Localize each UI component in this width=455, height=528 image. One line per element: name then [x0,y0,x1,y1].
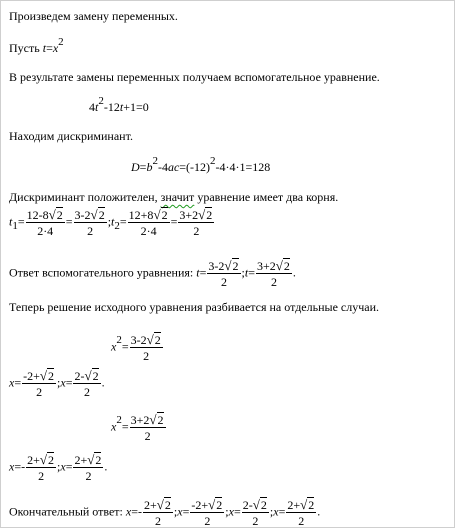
radicand: 2 [95,453,102,467]
denominator: 2 [36,385,43,399]
radicand: 2 [308,498,315,512]
denominator: 2·4 [37,224,54,238]
number: 2 [287,498,294,512]
number: 2 [74,369,81,383]
radicand: 2 [283,259,290,273]
sqrt-sign: √ [275,258,283,273]
operator: - [248,498,253,512]
term: -4 [157,160,168,174]
auxiliary-sentence: В результате замены переменных получаем вспомогательное уравнение. [9,70,380,84]
fraction [26,453,56,482]
fraction [22,369,56,398]
denominator: 2 [87,224,94,238]
var-x: x [177,504,183,519]
discriminant-sentence: Находим дискриминант. [9,129,133,143]
coef: 4 [89,100,95,114]
separator: ; [57,375,61,390]
answer-label: Ответ вспомогательного уравнения: [9,265,194,280]
roots-t [9,208,215,237]
denominator: 2 [84,385,91,399]
fraction [128,208,170,237]
var-t: t [196,265,200,280]
radicand: 2 [206,208,213,222]
number: 3 [208,259,215,273]
var-t: t [9,214,13,229]
equals-sign: = [248,265,255,280]
equals-sign: = [233,504,241,519]
exponent: 2 [98,95,104,107]
denominator: 2 [193,224,200,238]
subscript: 2 [114,220,120,233]
operator: + [293,498,301,512]
equals-sign: = [182,504,190,519]
equals-sign: = [17,214,25,229]
sqrt-sign: √ [87,452,95,467]
separator: ; [225,504,229,519]
number: +2 [185,208,199,222]
number: 12 [26,208,39,222]
number: 2 [27,453,34,467]
sqrt-sign: √ [208,497,216,512]
sqrt-sign: √ [84,368,92,383]
period: . [104,459,108,474]
let-word: Пусть [9,41,40,55]
intro-sentence: Произведем замену переменных. [9,9,178,23]
number: 3 [74,208,81,222]
radicand: 2 [260,498,267,512]
equals-sign: = [119,214,127,229]
period: . [292,265,296,280]
denominator: 2 [270,275,277,289]
sqrt-sign: √ [153,207,161,222]
auxiliary-intro [9,71,380,83]
sqrt-sign: √ [48,207,56,222]
number: -2 [214,259,225,273]
fraction [130,333,163,362]
var-x: x [9,459,15,474]
number: -8 [38,208,49,222]
var-x: x [60,375,66,390]
operator: + [201,498,209,512]
radicand: 2 [48,369,55,383]
final-answer [9,498,320,527]
denominator: 2 [298,514,305,528]
period: . [317,504,321,519]
radicand: 2 [164,498,171,512]
fraction [242,498,269,527]
radicand: 2 [232,259,239,273]
case-1-roots [9,369,105,398]
fraction [207,259,240,288]
sqrt-sign: √ [149,412,157,427]
equals-sign: = [14,459,22,474]
var-ac: ac [167,160,180,174]
radicand: 2 [154,333,161,347]
denominator: 2·4 [140,224,157,238]
case-2-equation [111,413,167,442]
term: =(-12) [179,160,211,174]
equals-sign: = [131,504,138,519]
case-1-equation [111,333,164,362]
denominator: 2 [220,275,227,289]
equals-sign: = [65,375,73,390]
auxiliary-answer [9,259,296,288]
radicand: 2 [157,413,164,427]
separator: ; [269,504,274,519]
conclusion-part: Дискриминант положителен, [9,190,158,204]
number: 3 [130,413,137,427]
minus-sign: - [21,459,26,474]
number: -2 [80,208,91,222]
number: 3 [130,333,137,347]
fraction [73,369,100,398]
separator: ; [173,504,178,519]
intro-text [9,10,178,22]
sqrt-sign: √ [39,368,48,383]
exponent: 2 [116,414,122,427]
exponent: 2 [116,334,122,347]
var-x: x [111,419,117,434]
conclusion-part: уравнение имеет два корня. [197,190,339,204]
sqrt-sign: √ [90,207,98,222]
number: 3 [179,208,186,222]
equals-sign: = [46,41,53,55]
discriminant-conclusion [9,191,338,203]
sqrt-sign: √ [146,332,154,347]
radicand: 2 [92,369,99,383]
operator: + [150,498,157,512]
discriminant-intro [9,130,133,142]
denominator: 2 [85,469,92,483]
var-x: x [228,504,234,519]
var-x: x [111,339,117,354]
var-D: D [131,160,140,174]
number: 3 [256,259,263,273]
denominator: 2 [252,514,259,528]
equals-sign: = [278,504,286,519]
denominator: 2 [154,514,161,528]
separator: ; [57,459,61,474]
cases-intro [9,301,379,313]
equals-sign: = [199,265,207,280]
sqrt-sign: √ [198,207,206,222]
term: -4·4·1=128 [215,160,271,174]
case-2-roots [9,453,107,482]
equals-sign: = [65,459,73,474]
number: 12 [128,208,141,222]
fraction [73,453,103,482]
equals-sign: = [121,419,129,434]
auxiliary-equation [89,95,149,114]
cases-sentence: Теперь решение исходного уравнения разбивается на отдельные случаи. [9,300,379,314]
var-x: x [9,375,15,390]
fraction [286,498,316,527]
denominator: 2 [204,514,211,528]
radicand: 2 [161,208,168,222]
coef: -12 [103,100,120,114]
var-x: x [273,504,279,519]
exponent: 2 [152,155,158,167]
var-t: t [119,100,124,114]
number: -2 [191,498,202,512]
sqrt-sign: √ [156,497,164,512]
number: 2 [74,453,81,467]
substitution-line [9,36,64,55]
number: +2 [262,259,276,273]
operator: + [80,453,88,467]
fraction [130,413,166,442]
separator: ; [241,265,245,280]
radicand: 2 [98,208,105,222]
operator: + [33,453,40,467]
number: +2 [136,413,150,427]
var-x: x [52,41,59,55]
fraction [190,498,224,527]
final-answer-label: Окончательный ответ: [9,504,123,519]
minus-sign: - [138,504,142,519]
var-t: t [111,214,115,229]
period: . [101,375,105,390]
equation-tail: +1=0 [123,100,149,114]
sqrt-sign: √ [224,258,232,273]
fraction [26,208,65,237]
number: +8 [140,208,154,222]
sqrt-sign: √ [252,497,260,512]
sqrt-sign: √ [300,497,308,512]
number: 2 [144,498,150,512]
fraction [74,208,107,237]
radicand: 2 [216,498,223,512]
var-t: t [244,265,249,280]
fraction [178,208,214,237]
number: -2 [23,369,34,383]
operator: - [80,369,85,383]
radicand: 2 [56,208,63,222]
var-x: x [60,459,66,474]
equals-sign: = [14,375,22,390]
exponent: 2 [210,155,216,167]
exponent: 2 [58,36,64,48]
subscript: 1 [12,220,18,233]
sqrt-sign: √ [39,452,48,467]
separator: ; [107,214,112,229]
equals-sign: = [65,214,73,229]
radicand: 2 [48,453,55,467]
number: 2 [242,498,249,512]
var-b: b [146,160,153,174]
denominator: 2 [38,469,45,483]
denominator: 2 [143,349,150,363]
fraction [143,498,173,527]
spellcheck-word: значит [160,190,195,204]
var-t: t [95,100,99,114]
equals-sign: = [170,214,178,229]
number: -2 [136,333,147,347]
fraction [256,259,292,288]
discriminant-formula [131,155,271,174]
var-x: x [125,504,132,519]
denominator: 2 [144,429,151,443]
equals-sign: = [139,160,147,174]
equals-sign: = [121,339,129,354]
var-t: t [42,41,47,55]
operator: + [33,369,40,383]
